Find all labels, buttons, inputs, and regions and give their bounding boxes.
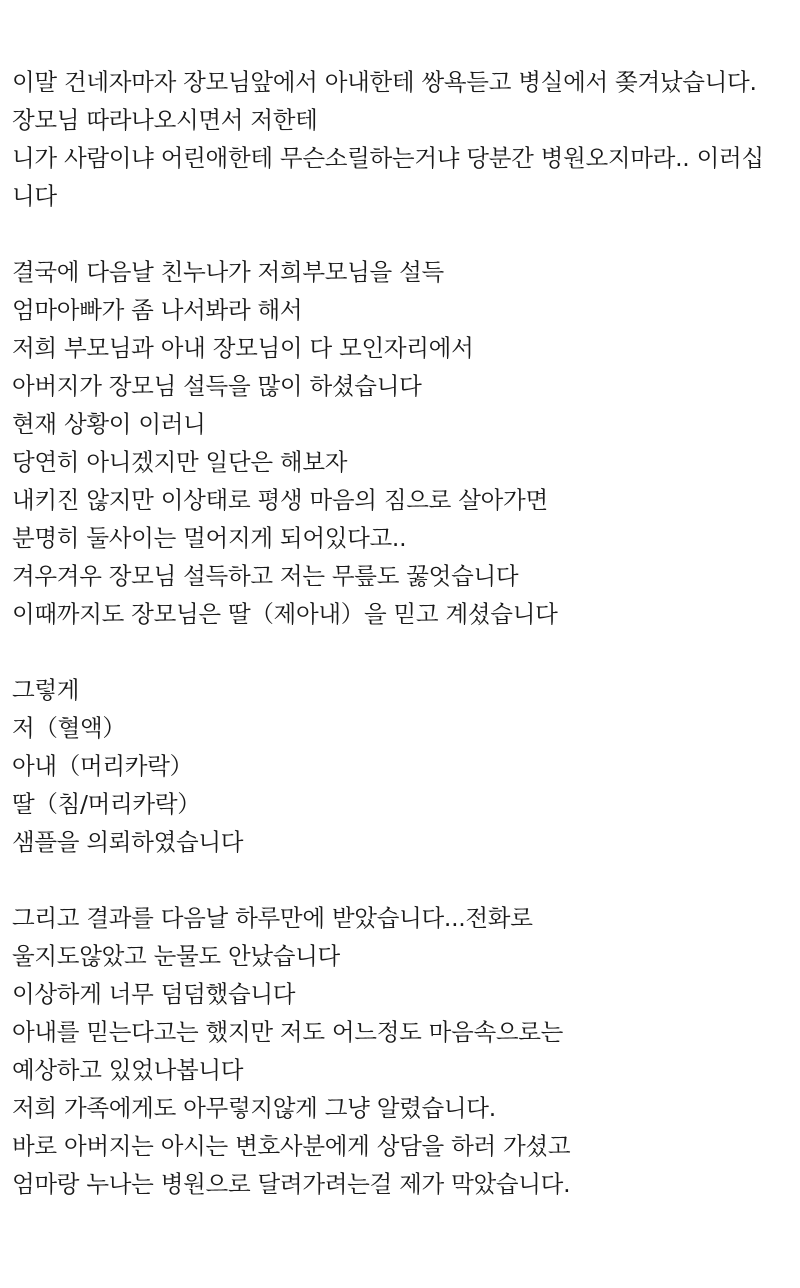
paragraph-1 bbox=[12, 63, 792, 215]
text-line: 딸（침/머리카락） bbox=[12, 790, 201, 818]
paragraph-2 bbox=[12, 253, 792, 633]
text-line: 당연히 아니겠지만 일단은 해보자 bbox=[12, 448, 348, 476]
text-line: 샘플을 의뢰하였습니다 bbox=[12, 828, 244, 856]
paragraph-gap bbox=[12, 215, 792, 253]
post-body bbox=[12, 63, 792, 1203]
paragraph-3 bbox=[12, 671, 792, 861]
text-line: 바로 아버지는 아시는 변호사분에게 상담을 하러 가셨고 bbox=[12, 1132, 571, 1160]
text-line: 내키진 않지만 이상태로 평생 마음의 짐으로 살아가면 bbox=[12, 486, 548, 514]
text-line: 아내를 믿는다고는 했지만 저도 어느정도 마음속으로는 bbox=[12, 1018, 564, 1046]
text-line: 저희 가족에게도 아무렇지않게 그냥 알렸습니다. bbox=[12, 1094, 496, 1122]
text-line: 이때까지도 장모님은 딸（제아내）을 믿고 계셨습니다 bbox=[12, 600, 558, 628]
text-line: 예상하고 있었나봅니다 bbox=[12, 1056, 244, 1084]
paragraph-gap bbox=[12, 633, 792, 671]
text-line: 엄마랑 누나는 병원으로 달려가려는걸 제가 막았습니다. bbox=[12, 1170, 571, 1198]
text-line: 분명히 둘사이는 멀어지게 되어있다고.. bbox=[12, 524, 407, 552]
text-line: 저희 부모님과 아내 장모님이 다 모인자리에서 bbox=[12, 334, 474, 362]
text-line: 겨우겨우 장모님 설득하고 저는 무릎도 꿇엇습니다 bbox=[12, 562, 519, 590]
text-line: 이말 건네자마자 장모님앞에서 아내한테 쌍욕듣고 병실에서 쫒겨났습니다. bbox=[12, 68, 757, 96]
text-line: 아버지가 장모님 설득을 많이 하셨습니다 bbox=[12, 372, 422, 400]
text-line: 이상하게 너무 덤덤했습니다 bbox=[12, 980, 296, 1008]
text-line: 니다 bbox=[12, 182, 57, 210]
text-line: 저（혈액） bbox=[12, 714, 126, 742]
text-line: 현재 상황이 이러니 bbox=[12, 410, 206, 438]
text-line: 엄마아빠가 좀 나서봐라 해서 bbox=[12, 296, 303, 324]
text-line: 니가 사람이냐 어린애한테 무슨소릴하는거냐 당분간 병원오지마라.. 이러십 bbox=[12, 144, 764, 172]
text-line: 아내（머리카락） bbox=[12, 752, 193, 780]
text-line: 그렇게 bbox=[12, 676, 80, 704]
paragraph-4 bbox=[12, 899, 792, 1203]
text-line: 결국에 다음날 친누나가 저희부모님을 설득 bbox=[12, 258, 444, 286]
text-line: 울지도않았고 눈물도 안났습니다 bbox=[12, 942, 340, 970]
paragraph-gap bbox=[12, 861, 792, 899]
text-line: 그리고 결과를 다음날 하루만에 받았습니다...전화로 bbox=[12, 904, 533, 932]
text-line: 장모님 따라나오시면서 저한테 bbox=[12, 106, 318, 134]
